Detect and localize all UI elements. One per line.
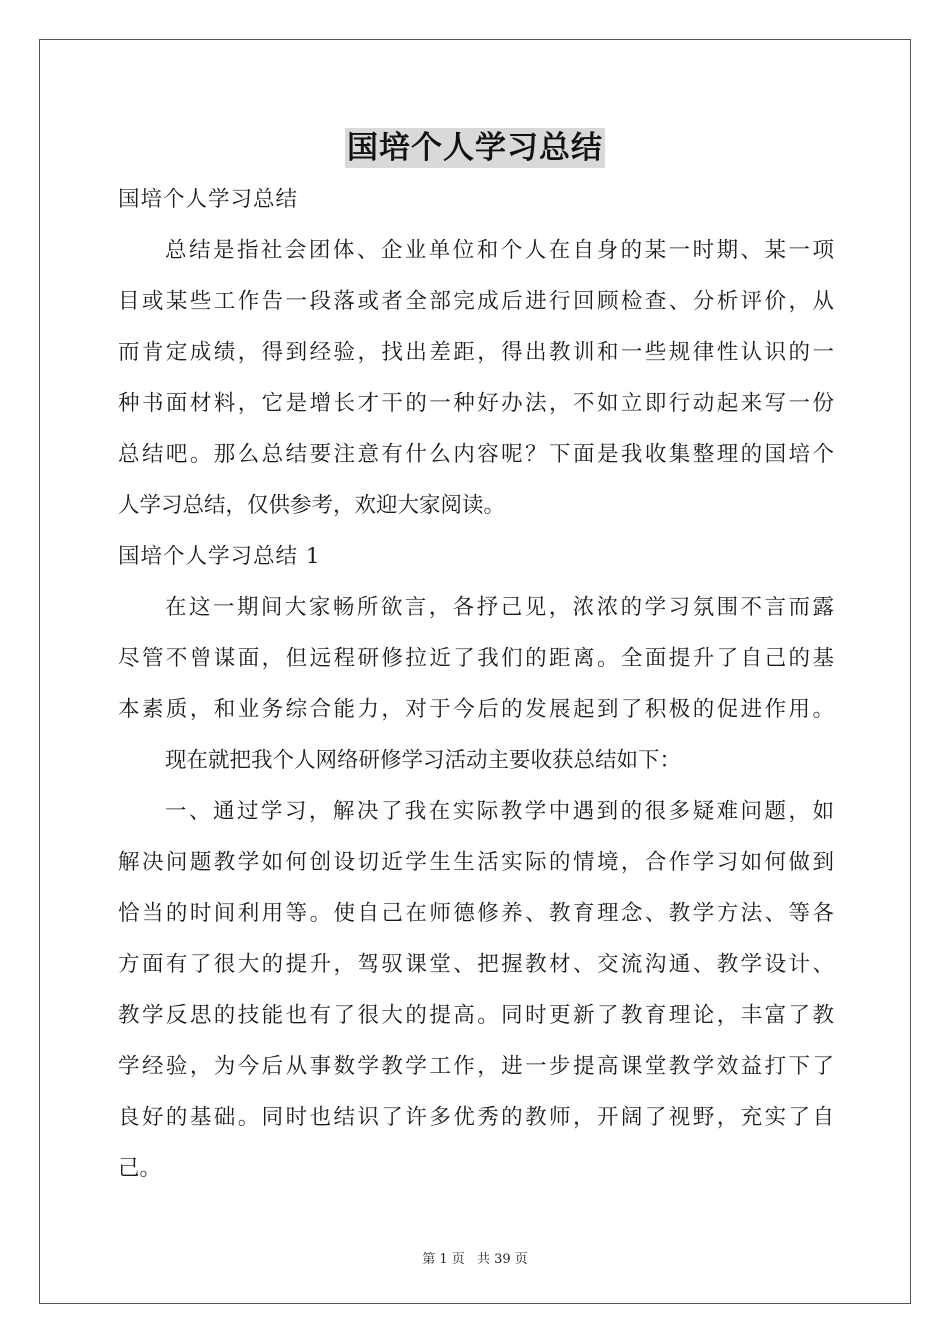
paragraph-line: 总结是指社会团体、企业单位和个人在自身的某一时期、某一项: [165, 238, 834, 263]
paragraph-line: 学经验，为今后从事数学教学工作，进一步提高课堂教学效益打下了: [118, 1054, 834, 1079]
paragraph-line: 现在就把我个人网络研修学习活动主要收获总结如下：: [165, 748, 682, 773]
paragraph-line: 本素质，和业务综合能力，对于今后的发展起到了积极的促进作用。: [118, 697, 834, 722]
page-number: 第 1 页: [422, 1252, 465, 1267]
page-total: 共 39 页: [476, 1252, 528, 1267]
paragraph-line: 人学习总结，仅供参考，欢迎大家阅读。: [118, 493, 506, 518]
paragraph-line: 良好的基础。同时也结识了许多优秀的教师，开阔了视野，充实了自: [118, 1105, 834, 1130]
paragraph-line: 一、通过学习，解决了我在实际教学中遇到的很多疑难问题，如: [165, 799, 834, 824]
paragraph-line: 而肯定成绩，得到经验，找出差距，得出教训和一些规律性认识的一: [118, 340, 834, 365]
paragraph-line: 解决问题教学如何创设切近学生生活实际的情境，合作学习如何做到: [118, 850, 834, 875]
paragraph-line: 目或某些工作告一段落或者全部完成后进行回顾检查、分析评价，从: [118, 289, 834, 314]
paragraph-line: 种书面材料，它是增长才干的一种好办法，不如立即行动起来写一份: [118, 391, 834, 416]
paragraph-line: 总结吧。那么总结要注意有什么内容呢？下面是我收集整理的国培个: [118, 442, 834, 467]
paragraph-line: 恰当的时间利用等。使自己在师德修养、教育理念、教学方法、等各: [118, 901, 834, 926]
paragraph-line: 在这一期间大家畅所欲言，各抒己见，浓浓的学习氛围不言而露: [165, 595, 834, 620]
title-wrap: [0, 128, 950, 168]
paragraph-line: 己。: [118, 1156, 162, 1181]
page-footer: [0, 1248, 950, 1267]
paragraph-line: 方面有了很大的提升，驾驭课堂、把握教材、交流沟通、教学设计、: [118, 952, 834, 977]
paragraph-line: 尽管不曾谋面，但远程研修拉近了我们的距离。全面提升了自己的基: [118, 646, 834, 671]
document-body: [118, 174, 834, 1194]
paragraph-line: 教学反思的技能也有了很大的提高。同时更新了教育理论，丰富了教: [118, 1003, 834, 1028]
section-heading: 国培个人学习总结: [118, 187, 299, 212]
document-title: 国培个人学习总结: [347, 130, 603, 166]
section-heading: 国培个人学习总结 1: [118, 544, 321, 569]
